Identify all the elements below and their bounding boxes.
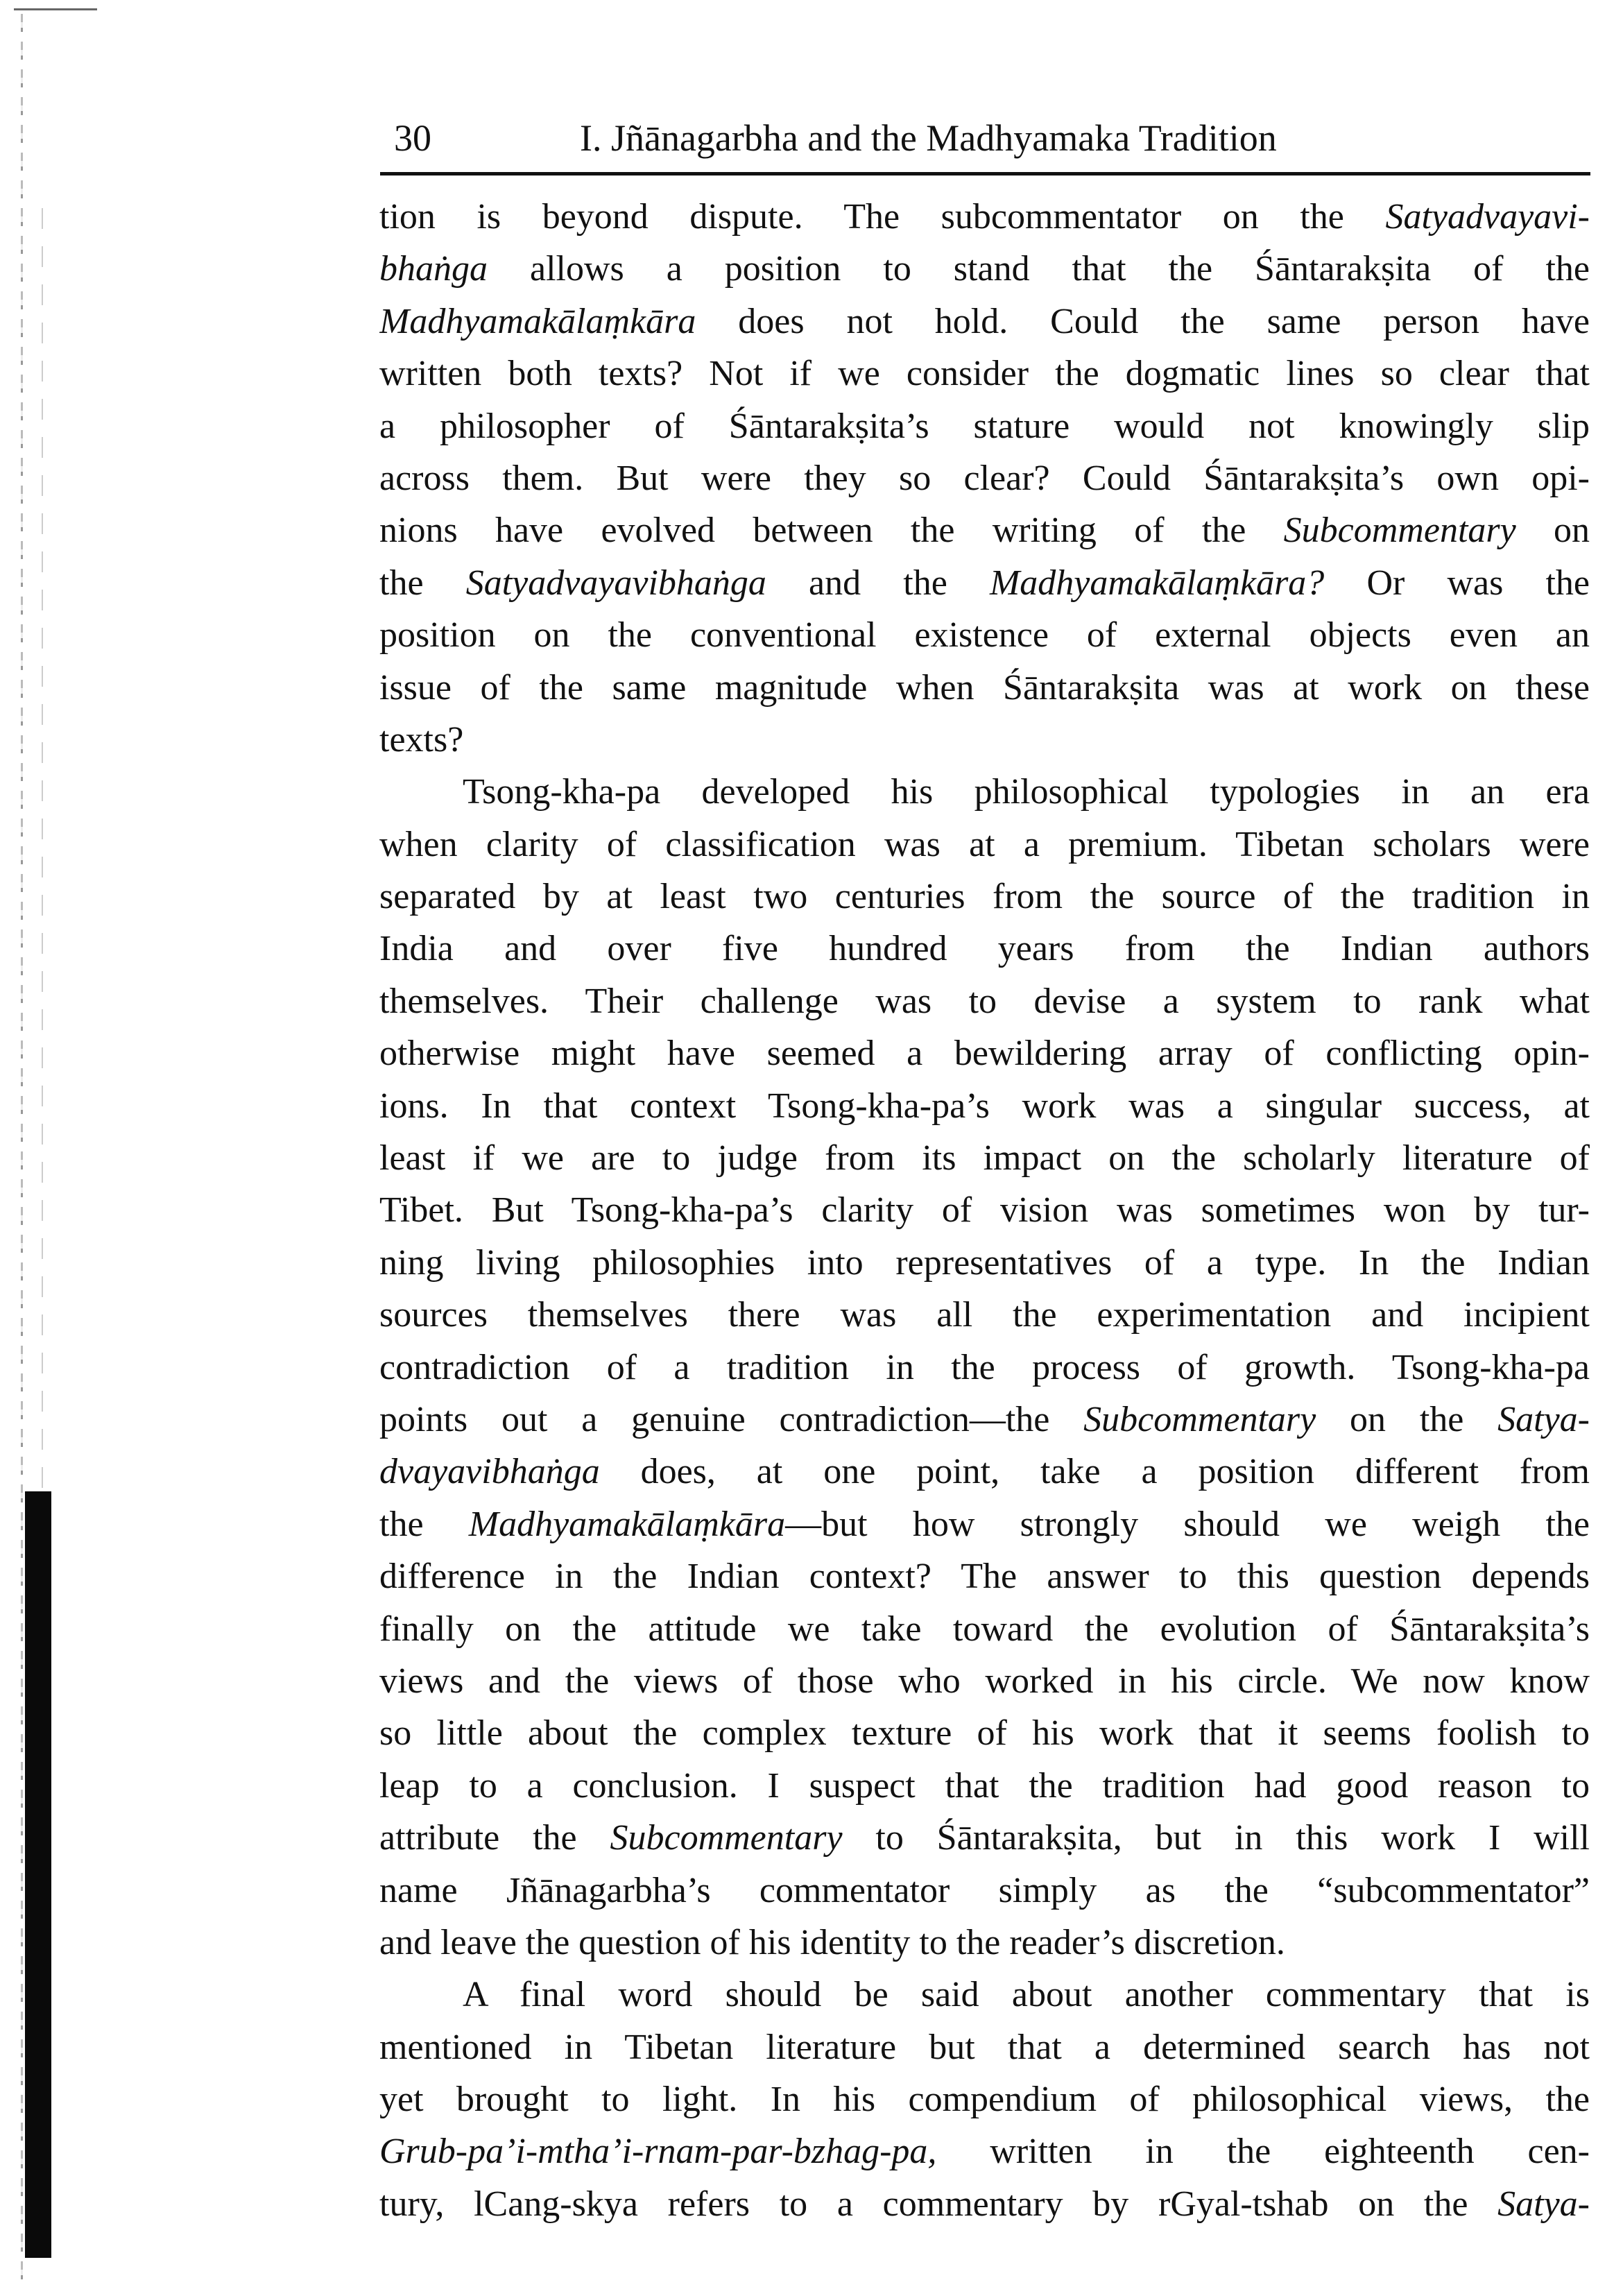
body-text: the [379,1504,469,1544]
body-text: —but how strongly should we weigh the [785,1504,1590,1544]
italic-title-text: Satya- [1497,2184,1590,2224]
text-line [379,2073,1590,2125]
text-line [379,1446,1590,1498]
scan-binding-shadow [25,1491,51,2258]
text-line [379,2178,1590,2230]
paragraph [379,1969,1590,2230]
scan-artifact-top [14,8,97,10]
body-text: texts? [379,719,464,760]
body-text: tion is beyond dispute. The subcommentator on the [379,197,1386,237]
text-line [379,1655,1590,1707]
paragraph [379,191,1590,766]
text-line [379,2021,1590,2073]
body-text: and leave the question of his identity to the reader’s discretion. [379,1922,1285,1962]
italic-title-text: Madhyamakālaṃkāra [468,1504,786,1544]
text-line [379,923,1590,975]
text-line [379,1184,1590,1236]
body-text: position on the conventional existence of external objects even an [379,615,1590,656]
body-text: sources themselves there was all the experimentation and incipient [379,1295,1590,1335]
italic-title-text: Satyadvayavi- [1385,197,1590,237]
text-line [379,348,1590,400]
body-text: the [379,563,466,603]
text-line [379,1132,1590,1184]
text-line [379,191,1590,243]
body-text: and the [766,563,990,603]
text-line [379,819,1590,871]
text-line [379,1237,1590,1289]
body-text: Tsong-kha-pa developed his philosophical typologies in an era [463,772,1590,812]
italic-title-text: bhaṅga [379,249,488,289]
italic-title-text: dvayavibhaṅga [379,1452,600,1492]
running-title: I. Jñānagarbha and the Madhyamaka Tradition [580,117,1277,159]
text-line [379,1917,1590,1969]
text-line [379,2125,1590,2177]
body-text: A final word should be said about another commentary that is [463,1975,1590,2015]
text-line [379,1550,1590,1602]
italic-title-text: Madhyamakālaṃkāra? [989,563,1325,603]
text-line [379,1394,1590,1446]
scan-edge-shadow [21,14,23,2282]
body-text: attribute the [379,1818,610,1858]
text-line [379,557,1590,609]
text-line [379,714,1590,766]
text-line [379,1027,1590,1079]
body-text: across them. But were they so clear? Could Śāntarakṣita’s own opi- [379,458,1590,498]
italic-title-text: Satya- [1497,1399,1590,1439]
italic-title-text: Grub-pa’i-mtha’i-rnam-par-bzhag-pa, [379,2132,937,2172]
body-text: ions. In that context Tsong-kha-pa’s work was a singular success, at [379,1086,1590,1126]
body-text: separated by at least two centuries from the source of the tradition in [379,877,1590,917]
text-line [379,1498,1590,1550]
body-text: finally on the attitude we take toward the evolution of Śāntarakṣita’s [379,1609,1590,1649]
body-text: difference in the Indian context? The answer to this question depends [379,1557,1590,1597]
header-rule [380,172,1590,175]
body-text: allows a position to stand that the Śāntarakṣita of the [488,249,1590,289]
text-line [379,609,1590,661]
body-text: to Śāntarakṣita, but in this work I will [842,1818,1590,1858]
text-line [379,1865,1590,1917]
text-line [379,1603,1590,1655]
text-line [379,1969,1590,2021]
body-text: a philosopher of Śāntarakṣita’s stature would not knowingly slip [379,406,1590,446]
body-text: least if we are to judge from its impact on the scholarly literature of [379,1138,1590,1179]
text-line [379,1342,1590,1394]
italic-title-text: Subcommentary [610,1818,843,1858]
body-text: leap to a conclusion. I suspect that the tradition had good reason to [379,1765,1590,1806]
body-text: name Jñānagarbha’s commentator simply as the “subcommentator” [379,1870,1590,1910]
body-text: Or was the [1324,563,1590,603]
body-text: issue of the same magnitude when Śāntarakṣita was at work on these [379,667,1590,708]
running-header [380,111,1590,166]
body-text: points out a genuine contradiction—the [379,1399,1084,1439]
body-text: views and the views of those who worked in his circle. We now know [379,1661,1590,1701]
body-text: themselves. Their challenge was to devise a system to rank what [379,981,1590,1021]
text-line [379,1707,1590,1759]
body-text: ning living philosophies into representatives of a type. In the Indian [379,1242,1590,1283]
body-text: otherwise might have seemed a bewildering array of conflicting opin- [379,1034,1590,1074]
text-line [379,1812,1590,1864]
body-text: yet brought to light. In his compendium of philosophical views, the [379,2080,1590,2120]
text-line [379,504,1590,556]
text-line [379,1080,1590,1132]
page-number: 30 [394,117,431,159]
body-text: tury, lCang-skya refers to a commentary by rGyal-tshab on the [379,2184,1498,2224]
text-line [379,400,1590,452]
italic-title-text: Subcommentary [1283,511,1516,551]
body-text: Tibet. But Tsong-kha-pa’s clarity of vision was sometimes won by tur- [379,1190,1590,1231]
body-text: on [1515,511,1590,551]
text-line [379,295,1590,348]
page-body-text [379,191,1590,2230]
body-text: does not hold. Could the same person have [696,301,1590,341]
body-text: when clarity of classification was at a premium. Tibetan scholars were [379,824,1590,864]
body-text: nions have evolved between the writing of the [379,511,1284,551]
text-line [379,1760,1590,1812]
body-text: on the [1316,1399,1498,1439]
body-text: written both texts? Not if we consider the dogmatic lines so clear that [379,354,1590,394]
body-text: written in the eighteenth cen- [936,2132,1590,2172]
body-text: contradiction of a tradition in the process of growth. Tsong-kha-pa [379,1347,1590,1387]
body-text: India and over five hundred years from the Indian authors [379,929,1590,969]
text-line [379,1289,1590,1341]
text-line [379,243,1590,295]
text-line [379,452,1590,504]
body-text: so little about the complex texture of his work that it seems foolish to [379,1713,1590,1754]
paragraph [379,766,1590,1969]
text-line [379,975,1590,1027]
text-line [379,871,1590,923]
italic-title-text: Madhyamakālaṃkāra [379,301,696,341]
italic-title-text: Subcommentary [1083,1399,1316,1439]
text-line [379,766,1590,818]
body-text: does, at one point, take a position different from [599,1452,1590,1492]
body-text: mentioned in Tibetan literature but that a determined search has not [379,2027,1590,2067]
text-line [379,662,1590,714]
italic-title-text: Satyadvayavibhaṅga [465,563,766,603]
